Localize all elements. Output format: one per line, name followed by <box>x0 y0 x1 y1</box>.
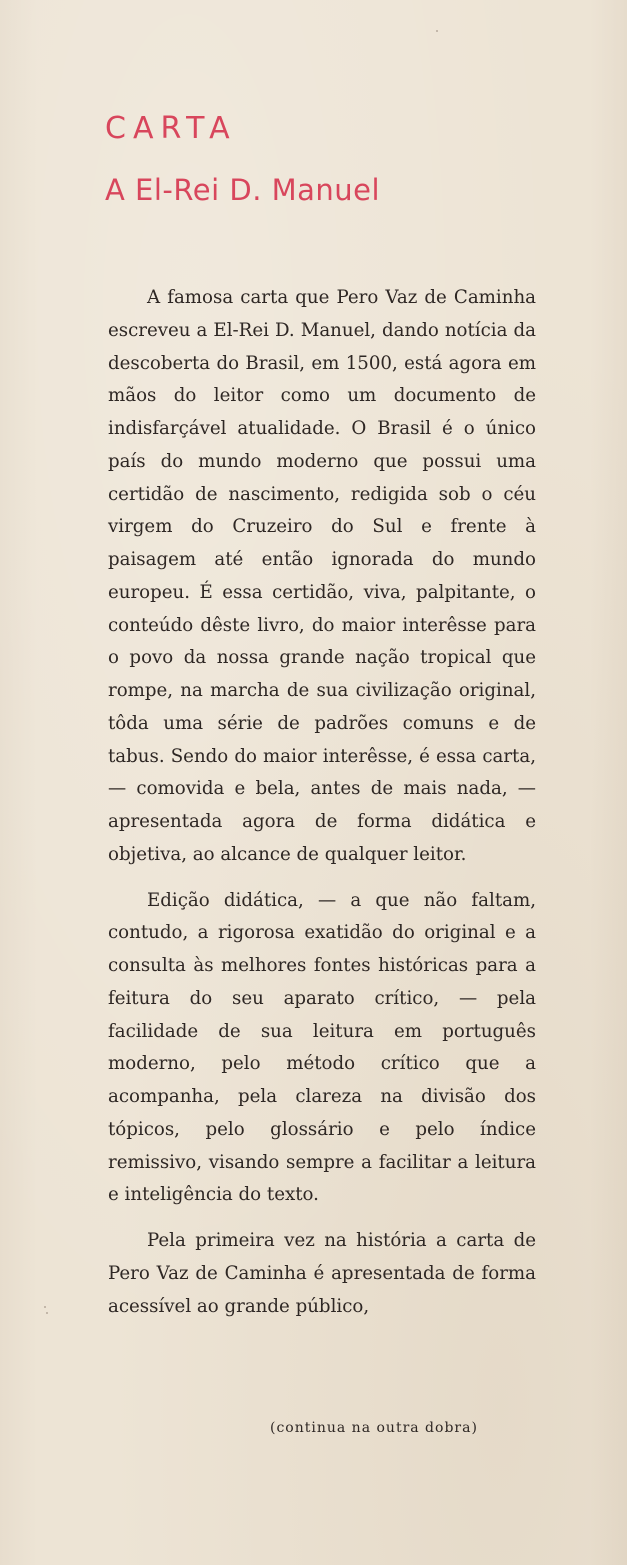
paragraph-3: Pela primeira vez na história a carta de Pero Vaz de Caminha é apresentada de forma acessível ao grande público, <box>108 1230 536 1317</box>
paragraph-2: Edição didática, — a que não faltam, contudo, a rigorosa exatidão do original e a consulta às melhores fontes históricas para a feitura do seu aparato crítico, — pela facilidade de sua leitura em português moderno, pelo método crítico que a acompanha, pela clareza na divisão dos tópicos, pelo glossário e pelo índice remissivo, visando sempre a facilitar a leitura e inteligência do texto. <box>108 889 536 1206</box>
paragraph-1: A famosa carta que Pero Vaz de Caminha escreveu a El-Rei D. Manuel, dando notícia da descoberta do Brasil, em 1500, está agora em mãos do leitor como um documento de indisfarçável atualidade. O Brasil é o único país do mundo moderno que possui uma certidão de nascimento, redigida sob o céu virgem do Cruzeiro do Sul e frente à paisagem até então ignorada do mundo europeu. É essa certidão, viva, palpitante, o conteúdo dêste livro, do maior interêsse para o povo da nossa grande nação tropical que rompe, na marcha de sua civilização original, tôda uma série de padrões comuns e de tabus. Sendo do maior interêsse, é essa carta, — comovida e bela, antes de mais nada, — apresentada agora de forma didática e objetiva, ao alcance de qualquer leitor. <box>108 287 536 865</box>
title-carta: CARTA <box>105 111 237 146</box>
continuation-note: (continua na outra dobra) <box>270 1420 478 1436</box>
body-text <box>108 282 536 1336</box>
subtitle-el-rei: A El-Rei D. Manuel <box>105 173 381 207</box>
